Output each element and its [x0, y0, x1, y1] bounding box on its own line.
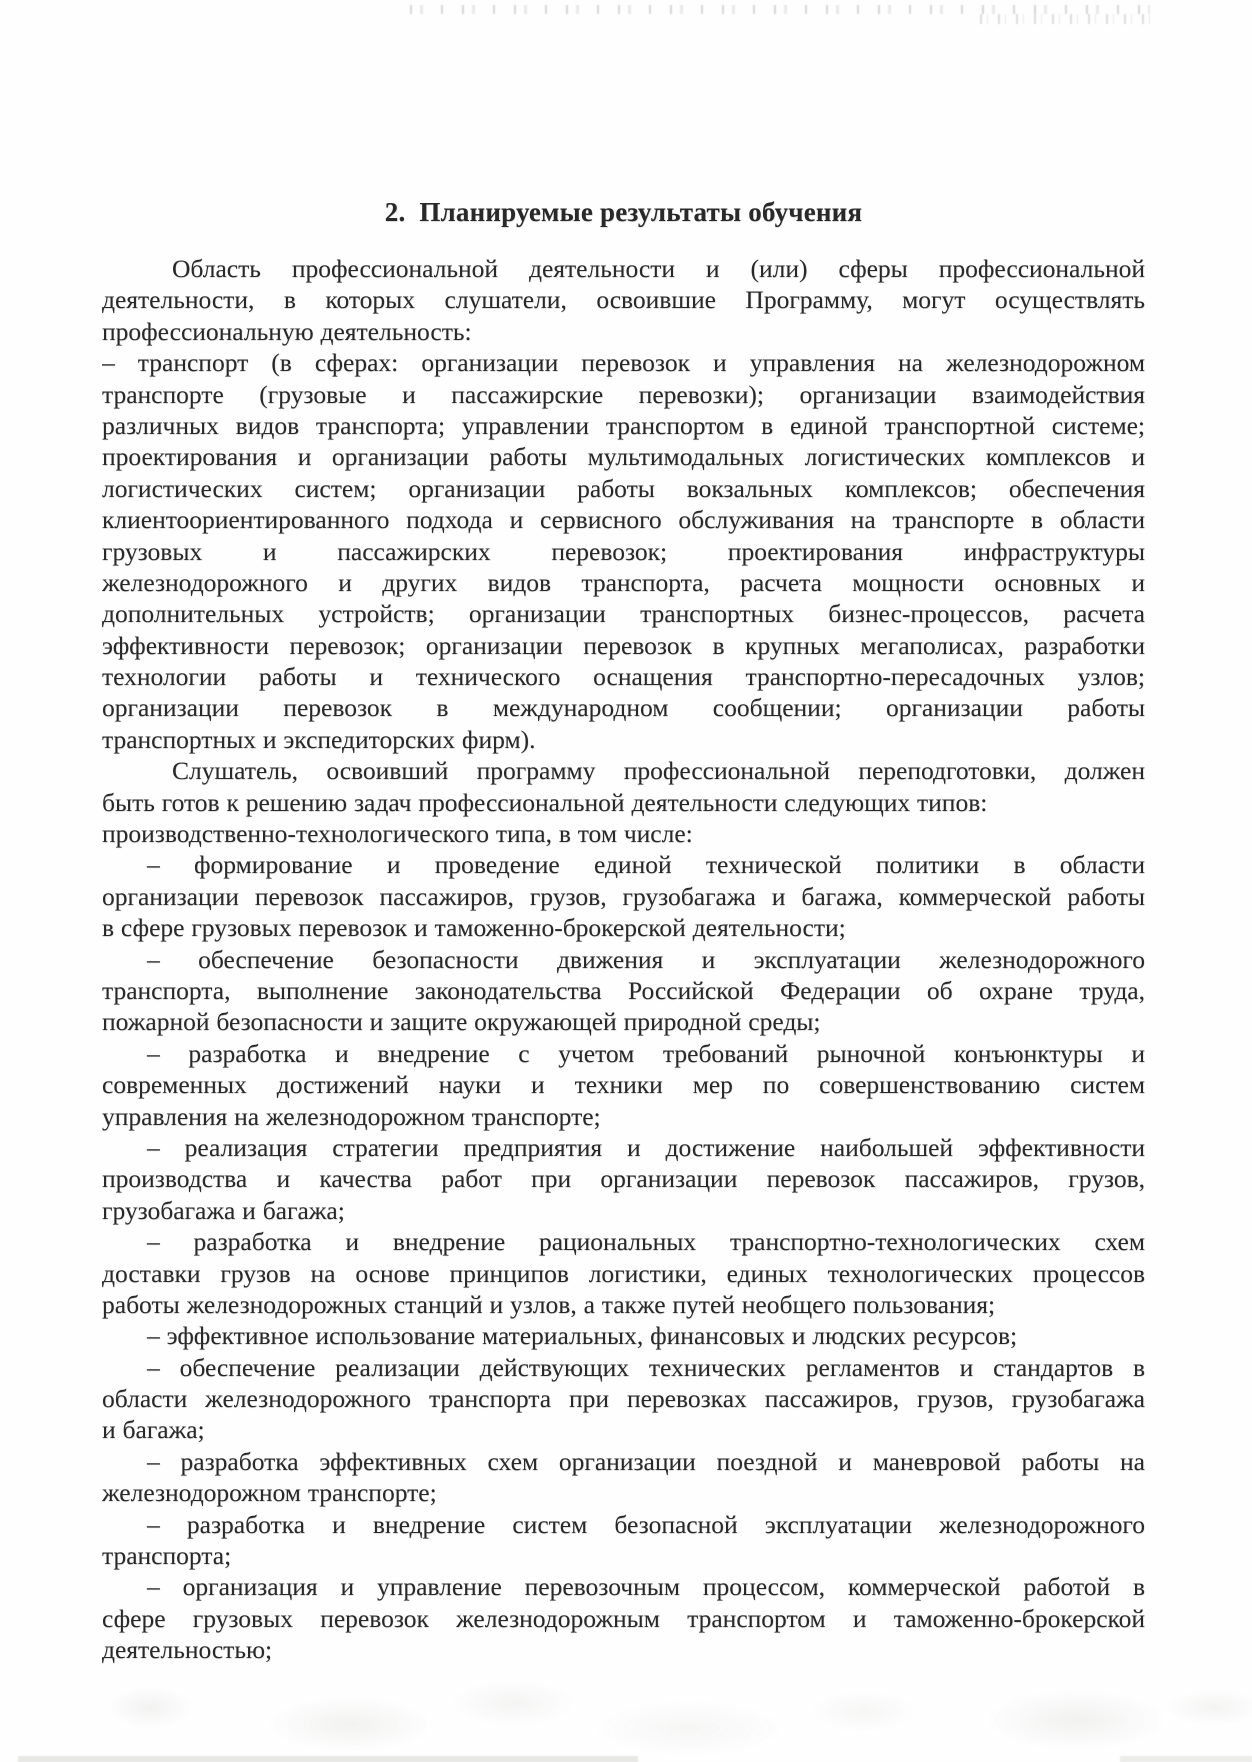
text-line: логистических систем; организации работы вокзальных комплексов; обеспечения — [102, 473, 1145, 503]
text-line: – реализация стратегии предприятия и достижение наибольшей эффективности — [147, 1132, 1145, 1162]
scan-noise-top — [410, 5, 1150, 14]
text-line: транспортных и экспедиторских фирм). — [102, 724, 536, 754]
text-line: – разработка и внедрение с учетом требований рыночной конъюнктуры и — [147, 1038, 1145, 1068]
text-line: грузовых и пассажирских перевозок; проектирования инфраструктуры — [102, 536, 1145, 566]
paragraph — [102, 818, 1145, 849]
text-line: и багажа; — [102, 1415, 205, 1445]
paragraph — [102, 849, 1145, 943]
page-title: 2. Планируемые результаты обучения — [384, 197, 863, 227]
text-line: доставки грузов на основе принципов логистики, единых технологических процессов — [102, 1258, 1145, 1288]
paragraph — [102, 1446, 1145, 1509]
text-line: – разработка эффективных схем организации поездной и маневровой работы на — [147, 1446, 1145, 1476]
scan-noise-bottom-edge-left — [18, 1756, 638, 1762]
paragraph — [102, 1571, 1145, 1665]
text-line: в сфере грузовых перевозок и таможенно-брокерской деятельности; — [102, 913, 846, 943]
text-line: – организация и управление перевозочным процессом, коммерческой работой в — [147, 1572, 1145, 1602]
text-line: производственно-технологического типа, в том числе: — [102, 819, 693, 849]
scan-noise-top-right — [980, 14, 1150, 24]
text-line: – эффективное использование материальных, финансовых и людских ресурсов; — [147, 1321, 1018, 1351]
text-line: клиентоориентированного подхода и сервисного обслуживания на транспорте в области — [102, 505, 1145, 535]
paragraph — [102, 1038, 1145, 1132]
text-line: транспорта; — [102, 1541, 232, 1571]
text-line: производства и качества работ при организации перевозок пассажиров, грузов, — [102, 1164, 1145, 1194]
text-line: профессиональную деятельность: — [102, 316, 472, 346]
text-line: организации перевозок пассажиров, грузов, грузобагажа и багажа, коммерческой работы — [102, 881, 1145, 911]
document-body — [0, 253, 1252, 1666]
text-line: транспорта, выполнение законодательства Российской Федерации об охране труда, — [102, 975, 1145, 1005]
text-line: – разработка и внедрение рациональных транспортно-технологических схем — [147, 1227, 1145, 1257]
text-line: проектирования и организации работы мультимодальных логистических комплексов и — [102, 442, 1145, 472]
text-line: деятельности, в которых слушатели, освоившие Программу, могут осуществлять — [102, 285, 1145, 315]
paragraph — [102, 253, 1145, 347]
text-line: транспорте (грузовые и пассажирские перевозки); организации взаимодействия — [102, 379, 1145, 409]
text-line: – обеспечение безопасности движения и эксплуатации железнодорожного — [147, 944, 1145, 974]
text-line: технологии работы и технического оснащения транспортно-пересадочных узлов; — [102, 662, 1145, 692]
text-line: различных видов транспорта; управлении транспортом в единой транспортной системе; — [102, 410, 1145, 440]
paragraph — [102, 1320, 1145, 1351]
paragraph — [102, 1509, 1145, 1572]
paragraph — [102, 944, 1145, 1038]
paragraph — [102, 1352, 1145, 1446]
text-line: – обеспечение реализации действующих технических регламентов и стандартов в — [147, 1352, 1145, 1382]
text-line: эффективности перевозок; организации перевозок в крупных мегаполисах, разработки — [102, 630, 1145, 660]
text-line: Область профессиональной деятельности и (или) сферы профессиональной — [172, 254, 1145, 283]
text-line: грузобагажа и багажа; — [102, 1195, 345, 1225]
paragraph — [102, 1132, 1145, 1226]
text-line: быть готов к решению задач профессиональной деятельности следующих типов: — [102, 787, 988, 817]
text-line: управления на железнодорожном транспорте; — [102, 1101, 601, 1131]
text-line: сфере грузовых перевозок железнодорожным транспортом и таможенно-брокерской — [102, 1603, 1145, 1633]
text-line: современных достижений науки и техники мер по совершенствованию систем — [102, 1070, 1145, 1100]
text-line: области железнодорожного транспорта при перевозках пассажиров, грузов, грузобагажа — [102, 1384, 1145, 1414]
text-line: – транспорт (в сферах: организации перевозок и управления на железнодорожном — [102, 348, 1145, 378]
text-line: работы железнодорожных станций и узлов, а также путей необщего пользования; — [102, 1289, 996, 1319]
text-line: пожарной безопасности и защите окружающей природной среды; — [102, 1007, 821, 1037]
text-line: – формирование и проведение единой технической политики в области — [147, 850, 1145, 880]
text-line: дополнительных устройств; организации транспортных бизнес-процессов, расчета — [102, 599, 1145, 629]
text-line: железнодорожном транспорте; — [102, 1478, 437, 1508]
text-line: Слушатель, освоивший программу профессиональной переподготовки, должен — [172, 756, 1145, 786]
text-line: деятельностью; — [102, 1635, 273, 1665]
scan-noise-bottom-edge-right — [1120, 1756, 1252, 1762]
paragraph — [102, 755, 1145, 818]
text-line: организации перевозок в международном сообщении; организации работы — [102, 693, 1145, 723]
paragraph — [102, 1226, 1145, 1320]
scan-noise-bottom — [0, 1678, 1252, 1762]
paragraph — [102, 347, 1145, 755]
text-line: железнодорожного и других видов транспорта, расчета мощности основных и — [102, 567, 1145, 597]
text-line: – разработка и внедрение систем безопасной эксплуатации железнодорожного — [147, 1509, 1145, 1539]
